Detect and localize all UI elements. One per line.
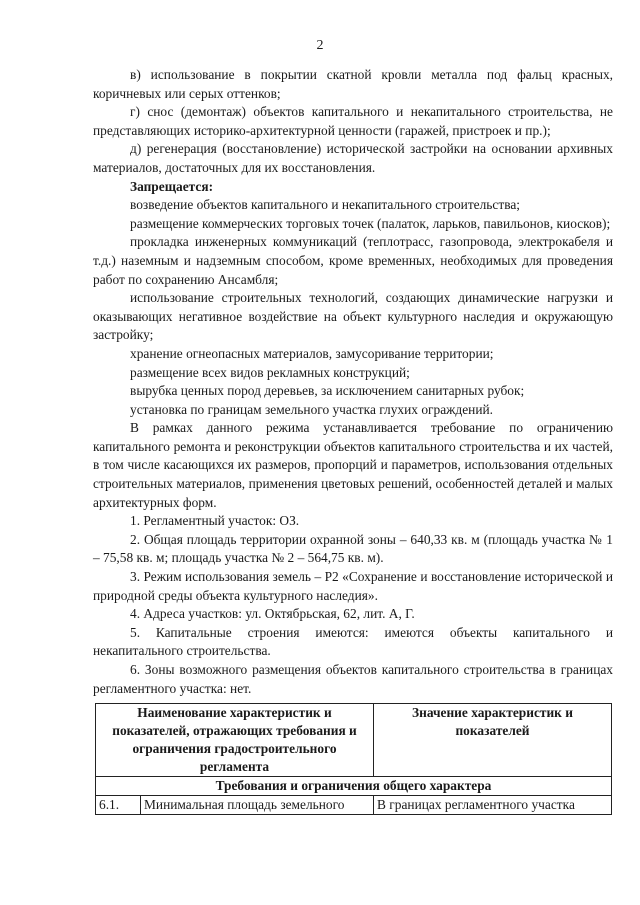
paragraph: размещение коммерческих торговых точек (палаток, ларьков, павильонов, киосков); <box>130 215 611 231</box>
paragraph: установка по границам земельного участка глухих ограждений. <box>130 401 494 417</box>
paragraph: В рамках данного режима устанавливается требование по ограничению капитального ремонта и реконструкции объектов капитального строительства и их частей, в том числе касающихся их размеров, пропорций и параметров, использования отдельных строительных материалов, применения цветовых решений, особенностей деталей и малых архитектурных форм. <box>93 420 613 510</box>
paragraph: возведение объектов капитального и некапитального строительства; <box>130 197 521 213</box>
document-body <box>93 66 613 698</box>
paragraph: в) использование в покрытии скатной кровли металла под фальц красных, коричневых или серых оттенков; <box>93 67 613 101</box>
paragraph: прокладка инженерных коммуникаций (теплотрасс, газопровода, электрокабеля и т.д.) наземным и надземным способом, кроме временных, необходимых для проведения работ по сохранению Ансамбля; <box>93 234 613 287</box>
table-header-row <box>96 704 612 777</box>
paragraph: 1. Регламентный участок: ОЗ. <box>130 513 300 529</box>
paragraph: 6. Зоны возможного размещения объектов капитального строительства в границах регламентного участка: нет. <box>93 662 613 696</box>
table-section-row <box>96 777 612 796</box>
paragraph: 3. Режим использования земель – Р2 «Сохранение и восстановление исторической и природной среды объекта культурного наследия». <box>93 569 613 603</box>
paragraph: 2. Общая площадь территории охранной зоны – 640,33 кв. м (площадь участка № 1 – 75,58 кв. м; площадь участка № 2 – 564,75 кв. м). <box>93 531 613 566</box>
table-row <box>96 796 612 815</box>
paragraph: размещение всех видов рекламных конструкций; <box>130 364 410 380</box>
regulation-table <box>95 703 612 815</box>
paragraph: 5. Капитальные строения имеются: имеются объекты капитального и некапитального строительства. <box>93 624 613 659</box>
paragraph: 4. Адреса участков: ул. Октябрьская, 62, лит. А, Г. <box>130 606 415 622</box>
prohibited-heading: Запрещается: <box>130 178 214 194</box>
paragraph: г) снос (демонтаж) объектов капитального и некапитального строительства, не представляющих историко-архитектурной ценности (гаражей, пристроек и пр.); <box>93 104 613 138</box>
header-value-cell: Значение характеристик и показателей <box>374 704 612 777</box>
paragraph: использование строительных технологий, создающих динамические нагрузки и оказывающих негативное воздействие на объект культурного наследия и окружающую застройку; <box>93 290 613 343</box>
section-title-cell: Требования и ограничения общего характера <box>96 777 612 796</box>
row-name-cell: Минимальная площадь земельного <box>141 796 374 815</box>
header-name-cell: Наименование характеристик и показателей, отражающих требования и ограничения градостроительного регламента <box>96 704 374 777</box>
row-value-cell: В границах регламентного участка <box>374 796 612 815</box>
row-number-cell: 6.1. <box>96 796 141 815</box>
paragraph: хранение огнеопасных материалов, замусоривание территории; <box>130 345 494 361</box>
paragraph: д) регенерация (восстановление) исторической застройки на основании архивных материалов, достаточных для их восстановления. <box>93 141 613 175</box>
page-number: 2 <box>316 38 324 53</box>
paragraph: вырубка ценных пород деревьев, за исключением санитарных рубок; <box>130 383 525 399</box>
